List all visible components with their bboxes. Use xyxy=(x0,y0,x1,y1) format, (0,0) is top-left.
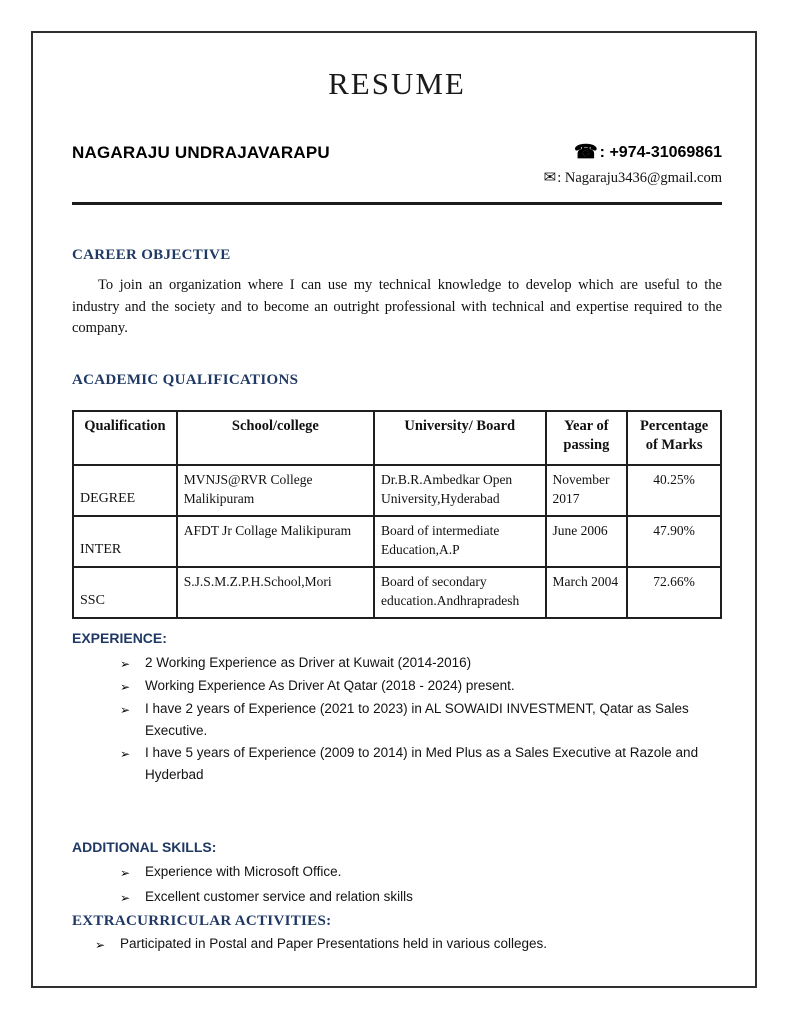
bullet-arrow-icon: ➢ xyxy=(120,702,131,717)
bullet-arrow-icon: ➢ xyxy=(120,865,131,880)
additional-skills-heading: ADDITIONAL SKILLS: xyxy=(72,838,217,855)
column-header-percentage: Percentage of Marks xyxy=(627,411,721,465)
table-cell-school: MVNJS@RVR College Malikipuram xyxy=(177,465,374,516)
phone-line xyxy=(544,142,722,164)
extracurricular-list xyxy=(72,933,722,956)
bullet-arrow-icon: ➢ xyxy=(95,937,106,952)
phone-icon: ☎ xyxy=(574,142,598,163)
table-cell-percentage: 47.90% xyxy=(627,516,721,567)
table-cell-qualification: INTER xyxy=(73,516,177,567)
table-row xyxy=(73,465,721,516)
extracurricular-item-text: Participated in Postal and Paper Presentations held in various colleges. xyxy=(120,935,548,951)
table-cell-university: Board of intermediate Education,A.P xyxy=(374,516,546,567)
table-cell-school: S.J.S.M.Z.P.H.School,Mori xyxy=(177,567,374,618)
additional-skills-list xyxy=(72,861,722,909)
table-cell-year: June 2006 xyxy=(546,516,628,567)
candidate-name: NAGARAJU UNDRAJAVARAPU xyxy=(72,143,330,162)
column-header-year: Year of passing xyxy=(546,411,628,465)
envelope-icon: ✉ xyxy=(543,170,557,186)
experience-list xyxy=(72,652,722,786)
list-item xyxy=(72,886,722,909)
column-header-school: School/college xyxy=(177,411,374,465)
table-cell-percentage: 72.66% xyxy=(627,567,721,618)
table-cell-university: Dr.B.R.Ambedkar Open University,Hyderabad xyxy=(374,465,546,516)
qualifications-table xyxy=(72,410,722,619)
page-content xyxy=(72,0,722,956)
career-objective-heading: CAREER OBJECTIVE xyxy=(72,247,231,263)
list-item xyxy=(72,698,722,742)
experience-item-text: 2 Working Experience as Driver at Kuwait (2014-2016) xyxy=(145,654,472,670)
bullet-arrow-icon: ➢ xyxy=(120,746,131,761)
list-item xyxy=(72,652,722,675)
bullet-arrow-icon: ➢ xyxy=(120,890,131,905)
email-address: : Nagaraju3436@gmail.com xyxy=(557,170,722,186)
experience-item-text: I have 5 years of Experience (2009 to 2014) in Med Plus as a Sales Executive at Razole and Hyderbad xyxy=(145,744,699,782)
bullet-arrow-icon: ➢ xyxy=(120,656,131,671)
extracurricular-heading: EXTRACURRICULAR ACTIVITIES: xyxy=(72,912,332,929)
email-line xyxy=(544,168,722,188)
page-title: RESUME xyxy=(328,66,466,101)
academic-qualifications-heading: ACADEMIC QUALIFICATIONS xyxy=(72,371,299,388)
experience-heading: EXPERIENCE: xyxy=(72,629,167,646)
table-row xyxy=(73,567,721,618)
table-cell-school: AFDT Jr Collage Malikipuram xyxy=(177,516,374,567)
career-objective-text: To join an organization where I can use my technical knowledge to develop which are useful to the industry and the society and to become an outright professional with technical and expertise required to the company. xyxy=(72,277,722,336)
column-header-university: University/ Board xyxy=(374,411,546,465)
table-cell-year: March 2004 xyxy=(546,567,628,618)
list-item xyxy=(72,742,722,786)
experience-item-text: Working Experience As Driver At Qatar (2018 - 2024) present. xyxy=(145,677,515,693)
skill-item-text: Excellent customer service and relation skills xyxy=(145,888,413,904)
table-cell-university: Board of secondary education.Andhrapradesh xyxy=(374,567,546,618)
table-cell-qualification: DEGREE xyxy=(73,465,177,516)
skill-item-text: Experience with Microsoft Office. xyxy=(145,863,342,879)
column-header-qualification: Qualification xyxy=(73,411,177,465)
header-divider xyxy=(72,202,722,205)
table-cell-percentage: 40.25% xyxy=(627,465,721,516)
list-item xyxy=(72,861,722,884)
table-cell-qualification: SSC xyxy=(73,567,177,618)
list-item xyxy=(72,675,722,698)
table-row xyxy=(73,516,721,567)
list-item xyxy=(72,933,722,956)
bullet-arrow-icon: ➢ xyxy=(120,679,131,694)
experience-item-text: I have 2 years of Experience (2021 to 2023) in AL SOWAIDI INVESTMENT, Qatar as Sales Executive. xyxy=(145,700,689,738)
table-header-row xyxy=(73,411,721,465)
phone-number: : +974-31069861 xyxy=(599,144,722,161)
table-cell-year: November 2017 xyxy=(546,465,628,516)
header xyxy=(72,142,722,188)
contact-info xyxy=(544,142,722,188)
